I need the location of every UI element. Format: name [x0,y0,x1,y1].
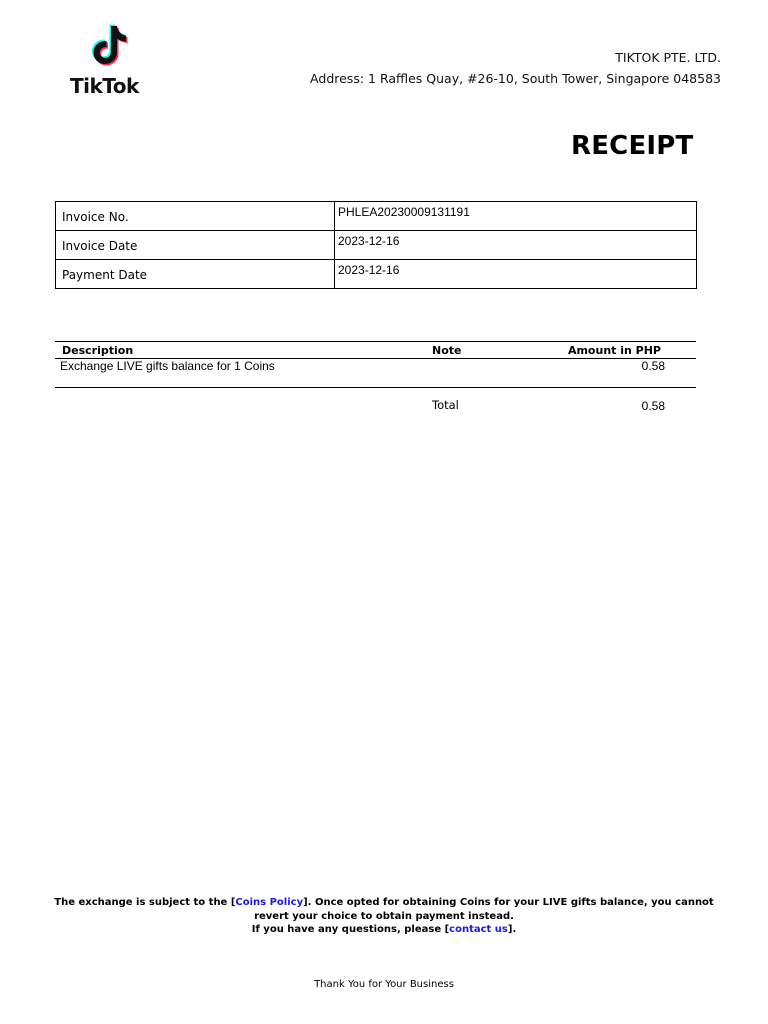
table-row [56,231,697,260]
payment-date-value: 2023-12-16 [335,260,697,289]
line-items-header [55,341,696,359]
total-label: Total [432,398,459,412]
payment-date-label: Payment Date [56,260,335,289]
table-row [56,202,697,231]
footer-text: ]. [507,924,517,935]
item-amount: 0.58 [641,359,665,373]
footer-text: ]. Once opted for obtaining Coins for your LIVE gifts balance, you cannot revert your choice to obtain payment instead. [254,897,714,922]
invoice-no-label: Invoice No. [56,202,335,231]
description-header: Description [62,344,134,357]
tiktok-logo [70,22,150,96]
invoice-date-label: Invoice Date [56,231,335,260]
amount-header: Amount in PHP [567,344,661,357]
footer-line-1 [40,896,728,923]
coins-policy-link[interactable]: Coins Policy [235,897,304,908]
company-address: Address: 1 Raffles Quay, #26-10, South Tower, Singapore 048583 [310,71,721,86]
table-row [56,260,697,289]
footer-notice [40,896,728,937]
footer-line-2 [40,923,728,937]
receipt-title: RECEIPT [571,131,694,161]
tiktok-wordmark: TikTok [70,74,139,98]
item-description: Exchange LIVE gifts balance for 1 Coins [60,359,275,373]
footer-text: If you have any questions, please [ [251,924,450,935]
table-row [55,359,696,388]
invoice-no-value: PHLEA20230009131191 [335,202,697,231]
note-header: Note [432,344,462,357]
invoice-date-value: 2023-12-16 [335,231,697,260]
invoice-info-table [55,201,697,289]
contact-us-link[interactable]: contact us [449,924,508,935]
thank-you-note: Thank You for Your Business [314,979,454,990]
company-name: TIKTOK PTE. LTD. [615,50,721,65]
total-value: 0.58 [641,399,665,413]
tiktok-note-icon [88,22,132,68]
footer-text: The exchange is subject to the [ [54,897,236,908]
